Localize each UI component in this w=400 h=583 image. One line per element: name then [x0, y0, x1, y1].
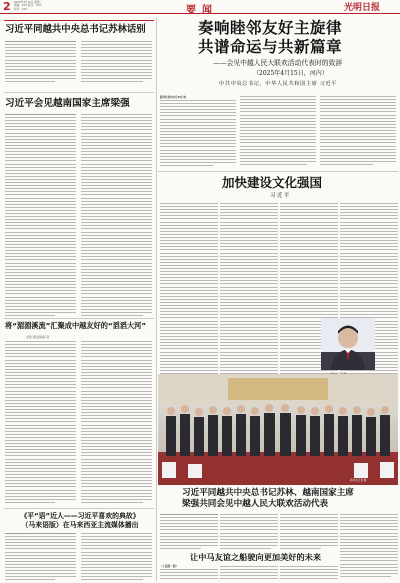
main-photo: [158, 374, 398, 485]
article3-body: [5, 341, 76, 506]
related-body-col2: [220, 566, 278, 582]
article1-headline: 习近平同越共中央总书记苏林话别: [5, 24, 146, 35]
bottom-headline-line1: 习近平同越共中央总书记苏林、越南国家主席: [182, 488, 354, 498]
bottom-body-col3: [280, 514, 338, 552]
article2-headline: 习近平会见越南国家主席梁强: [5, 98, 130, 109]
bottom-body-col1: [160, 514, 218, 552]
lead-body-col3: [320, 96, 396, 168]
portrait-image: [321, 318, 375, 370]
lead-bottom-rule: [158, 171, 398, 172]
related-body-col1: [160, 569, 218, 582]
page-number: 2: [3, 0, 11, 13]
article2-body: [5, 114, 76, 319]
bottom-body-col2: [220, 514, 278, 552]
event-photo-image: [158, 374, 398, 485]
article4-body-col2: [81, 533, 152, 581]
column-divider: [156, 18, 157, 581]
left-article1-rule: [4, 20, 154, 21]
article1-body: [5, 41, 76, 87]
article3-body-col2: [81, 341, 152, 506]
lead-date: （2025年4月15日，河内）: [253, 70, 328, 77]
related-label: （上接第一版）: [160, 565, 179, 568]
bottom-body-col4: [340, 514, 398, 580]
bottom-headline-line2: 梁强共同会见中越人民大联欢活动代表: [182, 499, 329, 509]
lead-intro-label: 新华社河内4月15日电: [160, 96, 187, 99]
feature-byline: 习近平: [270, 193, 291, 199]
article2-rule: [4, 92, 154, 93]
lead-headline-line1: 奏响睦邻友好主旋律: [198, 19, 343, 37]
article4-headline: 《平“语”近人——习近平喜欢的典故》 （马来语版）在马来西亚主流媒体播出: [20, 512, 140, 529]
lead-byline: 中共中央总书记、中华人民共和国主席 习近平: [219, 81, 337, 87]
article3-headline: 将“湄湄溪流”汇聚成中越友好的“滔滔大河”: [5, 321, 147, 330]
issue-meta: 2025年4月15日 星期二 责编：XXX 版式：XXX 校对：XXX: [14, 1, 42, 11]
lead-body-col1: [160, 100, 236, 168]
feature-headline: 加快建设文化强国: [222, 175, 323, 190]
article4-rule: [4, 508, 154, 509]
article3-dateline: 光明日报驻越南记者: [26, 336, 50, 339]
article4-body: [5, 533, 76, 581]
page-header: [0, 0, 400, 14]
newspaper-masthead: 光明日报: [344, 3, 381, 13]
lead-body-col2: [240, 96, 316, 168]
article3-rule: [4, 318, 154, 319]
related-headline: 让中马友谊之船驶向更加美好的未来: [190, 552, 322, 562]
lead-headline-line2: 共谱命运与共新篇章: [198, 38, 343, 56]
lead-subhead: ——会见中越人民大联欢活动代表时的致辞: [213, 59, 343, 67]
article2-body-col2: [81, 114, 152, 319]
article1-body-col2: [81, 41, 152, 87]
main-photo-caption: 新华社记者 摄: [350, 479, 367, 482]
section-title: 要闻: [186, 5, 218, 16]
portrait-photo: [321, 318, 375, 370]
related-body-col3: [280, 566, 338, 582]
